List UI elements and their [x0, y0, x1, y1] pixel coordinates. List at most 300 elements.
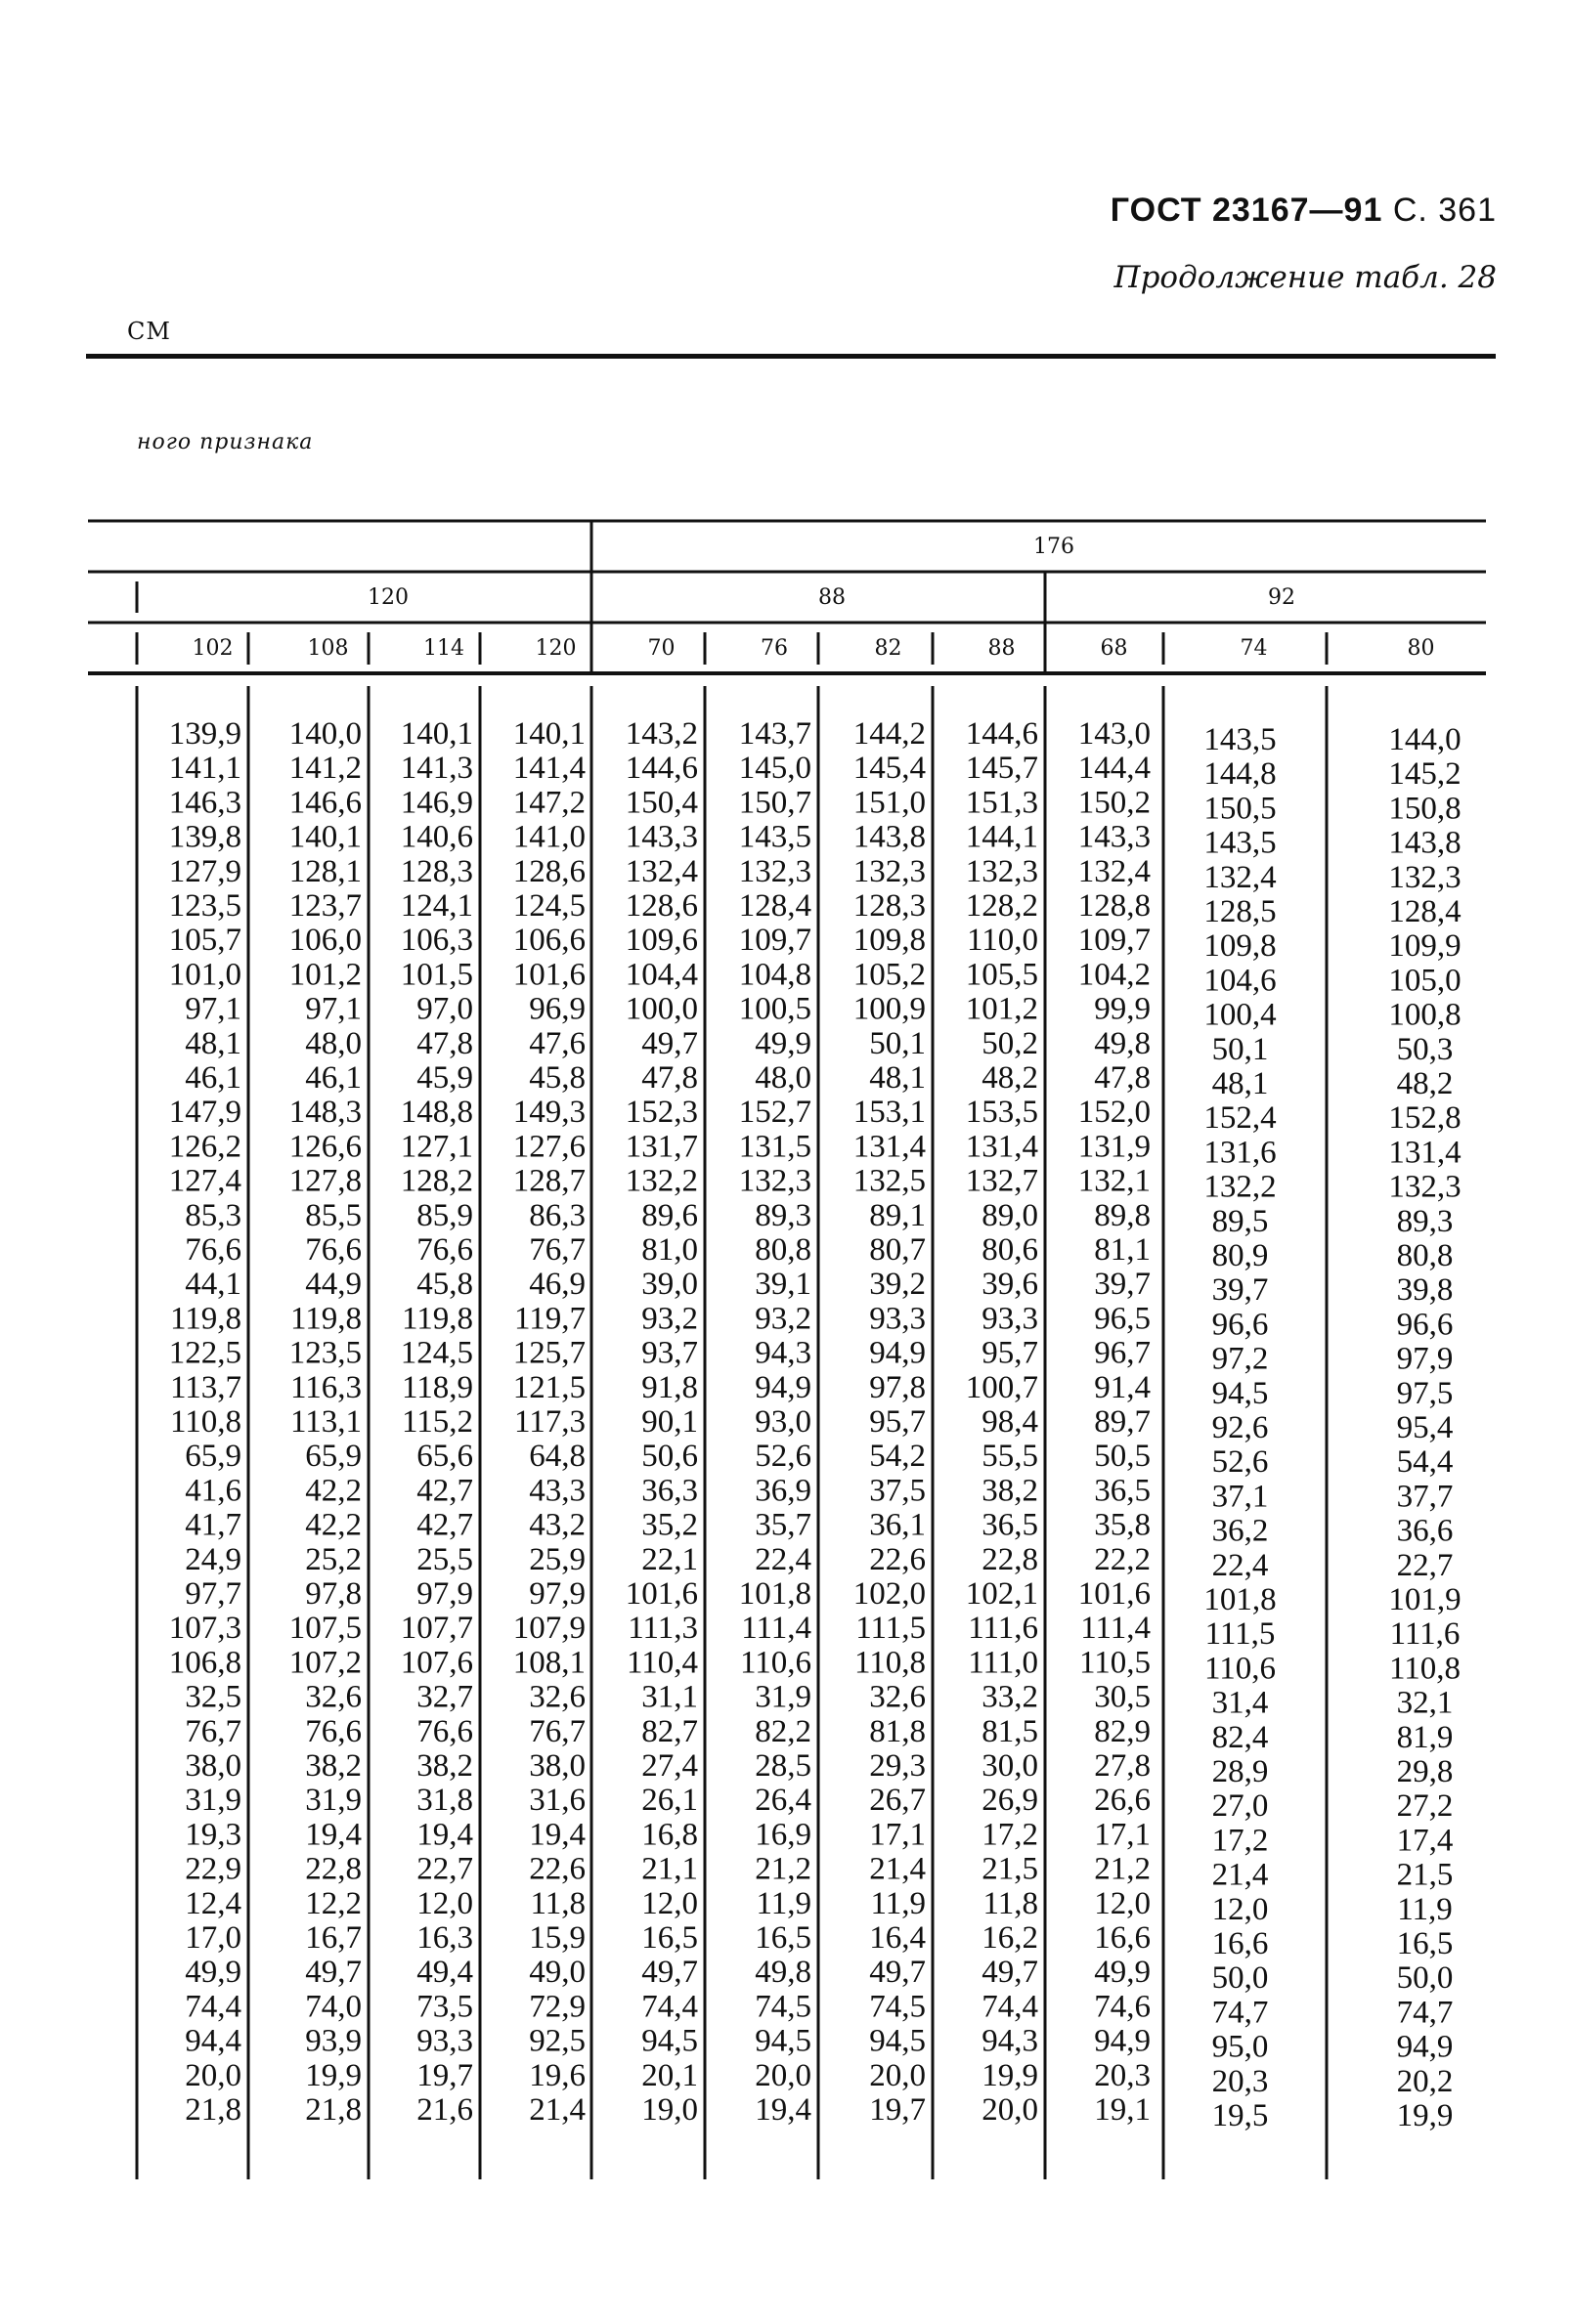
table-cell: 132,7 — [965, 1163, 1038, 1199]
table-cell: 89,7 — [1094, 1404, 1151, 1440]
table-cell: 94,5 — [1211, 1375, 1269, 1411]
table-cell: 52,6 — [755, 1439, 811, 1475]
table-cell: 20,3 — [1094, 2057, 1151, 2093]
table-cell: 89,5 — [1211, 1203, 1269, 1239]
table-cell: 16,5 — [755, 1920, 811, 1956]
table-cell: 117,3 — [513, 1404, 586, 1440]
table-cell: 81,1 — [1094, 1232, 1151, 1268]
table-cell: 26,6 — [1094, 1783, 1151, 1819]
table-cell: 126,2 — [168, 1129, 241, 1165]
table-cell: 46,1 — [305, 1060, 362, 1096]
table-cell: 101,8 — [1203, 1582, 1277, 1617]
table-cell: 144,6 — [625, 751, 698, 787]
table-cell: 49,7 — [641, 1955, 698, 1991]
table-cell: 74,4 — [641, 1989, 698, 2025]
table-cell: 50,1 — [869, 1025, 926, 1061]
table-cell: 94,5 — [755, 2023, 811, 2059]
table-cell: 128,4 — [738, 888, 811, 924]
column-header: 74 — [1240, 636, 1268, 661]
table-cell: 125,7 — [512, 1335, 586, 1371]
table-cell: 96,6 — [1396, 1307, 1454, 1343]
table-cell: 17,2 — [1211, 1823, 1269, 1859]
table-cell: 127,8 — [288, 1163, 362, 1199]
table-cell: 119,7 — [513, 1301, 586, 1337]
table-cell: 33,2 — [982, 1679, 1038, 1715]
table-cell: 131,7 — [625, 1129, 698, 1165]
table-cell: 41,7 — [185, 1507, 241, 1543]
table-cell: 29,8 — [1396, 1754, 1454, 1789]
table-cell: 44,1 — [185, 1267, 241, 1303]
table-cell: 104,6 — [1203, 963, 1277, 999]
table-cell: 106,0 — [288, 923, 362, 959]
table-cell: 36,5 — [1094, 1473, 1151, 1509]
table-cell: 26,1 — [641, 1783, 698, 1819]
table-cell: 132,4 — [1203, 859, 1277, 895]
table-cell: 50,2 — [982, 1025, 1038, 1061]
table-cell: 139,9 — [168, 716, 241, 752]
table-cell: 105,0 — [1388, 963, 1462, 999]
table-cell: 89,3 — [1396, 1203, 1454, 1239]
table-cell: 50,0 — [1211, 1960, 1269, 1997]
table-cell: 95,0 — [1211, 2029, 1269, 2065]
table-cell: 11,9 — [756, 1885, 811, 1921]
table-cell: 144,8 — [1203, 756, 1277, 793]
table-cell: 25,2 — [305, 1541, 362, 1577]
table-cell: 25,5 — [416, 1541, 473, 1577]
table-cell: 20,0 — [185, 2057, 241, 2093]
table-cell: 152,8 — [1388, 1100, 1462, 1137]
table-cell: 25,9 — [529, 1541, 586, 1577]
table-cell: 94,9 — [869, 1335, 926, 1371]
table-cell: 50,6 — [641, 1439, 698, 1475]
table-cell: 38,2 — [305, 1748, 362, 1784]
table-cell: 54,4 — [1396, 1444, 1454, 1481]
table-cell: 101,8 — [738, 1576, 811, 1612]
table-cell: 26,9 — [982, 1783, 1038, 1819]
table-cell: 93,3 — [416, 2023, 473, 2059]
table-cell: 144,4 — [1077, 751, 1151, 787]
table-cell: 72,9 — [529, 1989, 586, 2025]
table-cell: 105,7 — [168, 923, 241, 959]
table-cell: 21,2 — [755, 1851, 811, 1887]
table-cell: 109,7 — [1077, 923, 1151, 959]
table-cell: 109,6 — [625, 923, 698, 959]
table-cell: 101,2 — [965, 991, 1038, 1027]
table-cell: 16,5 — [1396, 1926, 1454, 1961]
table-cell: 106,6 — [512, 923, 586, 959]
table-cell: 28,9 — [1211, 1754, 1269, 1789]
table-cell: 20,0 — [869, 2057, 926, 2093]
table-cell: 91,4 — [1094, 1369, 1151, 1405]
table-cell: 145,7 — [965, 751, 1038, 787]
table-cell: 39,0 — [641, 1267, 698, 1303]
table-cell: 109,9 — [1388, 928, 1462, 965]
table-cell: 19,9 — [982, 2057, 1038, 2093]
table-continuation-label: Продолжение табл. 28 — [1113, 260, 1497, 295]
table-cell: 143,2 — [625, 716, 698, 752]
table-cell: 81,9 — [1396, 1719, 1454, 1755]
table-cell: 22,9 — [185, 1851, 241, 1887]
table-cell: 39,6 — [982, 1267, 1038, 1303]
table-cell: 96,5 — [1094, 1301, 1151, 1337]
table-cell: 12,0 — [416, 1885, 473, 1921]
table-cell: 144,6 — [965, 716, 1038, 752]
table-cell: 48,2 — [982, 1060, 1038, 1096]
table-cell: 20,0 — [982, 2092, 1038, 2128]
unit-label: СМ — [127, 318, 171, 345]
table-cell: 76,6 — [416, 1713, 473, 1749]
table-cell: 93,0 — [755, 1404, 811, 1440]
table-cell: 119,8 — [401, 1301, 473, 1337]
table-cell: 94,3 — [755, 1335, 811, 1371]
table-cell: 16,4 — [869, 1920, 926, 1956]
table-cell: 101,6 — [1077, 1576, 1151, 1612]
table-cell: 31,9 — [305, 1783, 362, 1819]
table-cell: 101,9 — [1388, 1582, 1462, 1617]
table-cell: 31,6 — [529, 1783, 586, 1819]
table-cell: 143,8 — [1388, 825, 1462, 861]
table-cell: 98,4 — [982, 1404, 1038, 1440]
table-cell: 16,5 — [641, 1920, 698, 1956]
table-cell: 50,0 — [1396, 1960, 1454, 1997]
table-cell: 101,6 — [512, 957, 586, 993]
table-cell: 80,9 — [1211, 1238, 1269, 1273]
table-cell: 152,3 — [625, 1095, 698, 1131]
table-cell: 89,8 — [1094, 1197, 1151, 1233]
table-cell: 111,4 — [1080, 1611, 1151, 1647]
table-cell: 89,3 — [755, 1197, 811, 1233]
table-cell: 128,3 — [400, 853, 473, 889]
table-cell: 127,4 — [168, 1163, 241, 1199]
table-cell: 55,5 — [982, 1439, 1038, 1475]
table-cell: 128,6 — [512, 853, 586, 889]
table-cell: 124,5 — [512, 888, 586, 924]
table-cell: 49,9 — [185, 1955, 241, 1991]
table-cell: 35,7 — [755, 1507, 811, 1543]
table-cell: 16,6 — [1094, 1920, 1151, 1956]
table-cell: 31,1 — [641, 1679, 698, 1715]
table-cell: 22,8 — [305, 1851, 362, 1887]
table-cell: 21,4 — [529, 2092, 586, 2128]
table-cell: 48,1 — [185, 1025, 241, 1061]
table-cell: 100,0 — [625, 991, 698, 1027]
table-cell: 96,6 — [1211, 1307, 1269, 1343]
table-cell: 113,7 — [169, 1369, 241, 1405]
table-cell: 43,3 — [529, 1473, 586, 1509]
table-cell: 21,5 — [982, 1851, 1038, 1887]
table-cell: 132,3 — [1388, 859, 1462, 895]
table-cell: 93,2 — [755, 1301, 811, 1337]
table-cell: 42,2 — [305, 1507, 362, 1543]
table-cell: 107,3 — [168, 1611, 241, 1647]
table-cell: 94,9 — [1094, 2023, 1151, 2059]
table-cell: 31,4 — [1211, 1685, 1269, 1721]
table-cell: 74,4 — [185, 1989, 241, 2025]
table-cell: 146,9 — [400, 785, 473, 821]
table-cell: 94,9 — [755, 1369, 811, 1405]
table-cell: 93,3 — [982, 1301, 1038, 1337]
table-cell: 100,9 — [852, 991, 926, 1027]
table-cell: 42,7 — [416, 1473, 473, 1509]
table-cell: 132,3 — [1388, 1169, 1462, 1205]
table-cell: 97,5 — [1396, 1375, 1454, 1411]
table-cell: 11,8 — [982, 1885, 1038, 1921]
table-cell: 111,3 — [628, 1611, 698, 1647]
table-cell: 132,3 — [738, 853, 811, 889]
table-cell: 99,9 — [1094, 991, 1151, 1027]
table-cell: 97,9 — [416, 1576, 473, 1612]
table-cell: 128,6 — [625, 888, 698, 924]
table-cell: 48,0 — [305, 1025, 362, 1061]
table-cell: 15,9 — [529, 1920, 586, 1956]
column-header: 70 — [647, 636, 676, 661]
table-cell: 111,5 — [855, 1611, 926, 1647]
table-cell: 145,4 — [852, 751, 926, 787]
table-cell: 45,9 — [416, 1060, 473, 1096]
table-cell: 22,4 — [1211, 1547, 1269, 1583]
table-cell: 141,2 — [288, 751, 362, 787]
table-cell: 131,4 — [1388, 1135, 1462, 1171]
table-cell: 45,8 — [416, 1267, 473, 1303]
table-cell: 107,2 — [288, 1645, 362, 1681]
page-number: С. 361 — [1392, 192, 1497, 229]
table-cell: 76,6 — [416, 1232, 473, 1268]
table-cell: 21,8 — [185, 2092, 241, 2128]
table-cell: 97,1 — [305, 991, 362, 1027]
table-cell: 46,9 — [529, 1267, 586, 1303]
table-cell: 143,3 — [625, 819, 698, 855]
table-cell: 19,3 — [185, 1817, 241, 1853]
table-cell: 17,1 — [869, 1817, 926, 1853]
table-cell: 30,0 — [982, 1748, 1038, 1784]
table-cell: 110,8 — [1388, 1651, 1462, 1687]
table-cell: 19,4 — [305, 1817, 362, 1853]
table-cell: 131,4 — [965, 1129, 1038, 1165]
table-cell: 121,5 — [512, 1369, 586, 1405]
table-cell: 95,7 — [982, 1335, 1038, 1371]
table-cell: 94,3 — [982, 2023, 1038, 2059]
table-cell: 16,8 — [641, 1817, 698, 1853]
table-cell: 115,2 — [401, 1404, 473, 1440]
table-cell: 128,3 — [852, 888, 926, 924]
table-cell: 49,7 — [982, 1955, 1038, 1991]
table-cell: 152,0 — [1077, 1095, 1151, 1131]
table-cell: 17,2 — [982, 1817, 1038, 1853]
header-group-88: 88 — [818, 585, 846, 610]
table-cell: 127,1 — [400, 1129, 473, 1165]
table-cell: 110,6 — [739, 1645, 811, 1681]
table-cell: 65,9 — [185, 1439, 241, 1475]
table-cell: 54,2 — [869, 1439, 926, 1475]
table-cell: 131,6 — [1203, 1135, 1277, 1171]
column-header: 82 — [874, 636, 902, 661]
table-cell: 36,3 — [641, 1473, 698, 1509]
table-cell: 94,5 — [641, 2023, 698, 2059]
table-cell: 76,7 — [529, 1713, 586, 1749]
table-cell: 144,1 — [965, 819, 1038, 855]
table-cell: 28,5 — [755, 1748, 811, 1784]
table-cell: 81,0 — [641, 1232, 698, 1268]
table-cell: 128,5 — [1203, 894, 1277, 929]
table-cell: 19,6 — [529, 2057, 586, 2093]
table-cell: 140,0 — [288, 716, 362, 752]
table-cell: 148,3 — [288, 1095, 362, 1131]
table-cell: 32,6 — [529, 1679, 586, 1715]
table-cell: 132,3 — [965, 853, 1038, 889]
table-cell: 108,1 — [512, 1645, 586, 1681]
table-cell: 92,6 — [1211, 1410, 1269, 1445]
table-cell: 109,8 — [1203, 928, 1277, 965]
table-cell: 64,8 — [529, 1439, 586, 1475]
table-cell: 116,3 — [289, 1369, 362, 1405]
table-cell: 139,8 — [168, 819, 241, 855]
table-cell: 80,8 — [755, 1232, 811, 1268]
table-cell: 143,5 — [1203, 825, 1277, 861]
table-cell: 74,4 — [982, 1989, 1038, 2025]
table-cell: 74,0 — [305, 1989, 362, 2025]
table-cell: 97,8 — [305, 1576, 362, 1612]
table-cell: 39,2 — [869, 1267, 926, 1303]
table-cell: 37,7 — [1396, 1479, 1454, 1515]
table-cell: 147,9 — [168, 1095, 241, 1131]
table-cell: 89,1 — [869, 1197, 926, 1233]
table-cell: 141,1 — [168, 751, 241, 787]
table-cell: 50,5 — [1094, 1439, 1151, 1475]
table-cell: 20,3 — [1211, 2063, 1269, 2099]
table-cell: 131,9 — [1077, 1129, 1151, 1165]
table-cell: 49,7 — [305, 1955, 362, 1991]
table-cell: 36,1 — [869, 1507, 926, 1543]
table-cell: 110,6 — [1203, 1651, 1277, 1687]
feature-caption: ного признака — [137, 430, 314, 454]
table-cell: 20,1 — [641, 2057, 698, 2093]
table-cell: 118,9 — [401, 1369, 473, 1405]
table-cell: 123,5 — [168, 888, 241, 924]
table-cell: 20,0 — [755, 2057, 811, 2093]
table-cell: 74,7 — [1396, 1995, 1454, 2031]
table-cell: 36,2 — [1211, 1513, 1269, 1549]
table-cell: 74,5 — [755, 1989, 811, 2025]
table-cell: 38,2 — [982, 1473, 1038, 1509]
table-cell: 126,6 — [288, 1129, 362, 1165]
table-cell: 12,4 — [185, 1885, 241, 1921]
table-cell: 39,7 — [1211, 1272, 1269, 1309]
table-cell: 38,0 — [529, 1748, 586, 1784]
table-cell: 152,7 — [738, 1095, 811, 1131]
table-cell: 35,8 — [1094, 1507, 1151, 1543]
table-cell: 93,2 — [641, 1301, 698, 1337]
table-cell: 97,1 — [185, 991, 241, 1027]
table-cell: 22,6 — [529, 1851, 586, 1887]
table-cell: 65,9 — [305, 1439, 362, 1475]
table-cell: 143,3 — [1077, 819, 1151, 855]
table-cell: 153,1 — [852, 1095, 926, 1131]
table-cell: 143,8 — [852, 819, 926, 855]
table-cell: 31,8 — [416, 1783, 473, 1819]
table-cell: 113,1 — [289, 1404, 362, 1440]
table-cell: 50,3 — [1396, 1031, 1454, 1067]
table-cell: 16,7 — [305, 1920, 362, 1956]
table-cell: 22,7 — [416, 1851, 473, 1887]
table-cell: 22,8 — [982, 1541, 1038, 1577]
table-cell: 131,4 — [852, 1129, 926, 1165]
table-cell: 65,6 — [416, 1439, 473, 1475]
table-cell: 49,9 — [1094, 1955, 1151, 1991]
table-cell: 94,4 — [185, 2023, 241, 2059]
table-cell: 123,7 — [288, 888, 362, 924]
table-cell: 11,8 — [530, 1885, 586, 1921]
table-cell: 110,5 — [1078, 1645, 1151, 1681]
table-cell: 76,6 — [185, 1232, 241, 1268]
table-cell: 42,7 — [416, 1507, 473, 1543]
table-cell: 81,8 — [869, 1713, 926, 1749]
table-cell: 82,7 — [641, 1713, 698, 1749]
table-cell: 85,5 — [305, 1197, 362, 1233]
table-cell: 143,5 — [738, 819, 811, 855]
table-cell: 131,5 — [738, 1129, 811, 1165]
table-cell: 132,2 — [1203, 1169, 1277, 1205]
table-cell: 49,4 — [416, 1955, 473, 1991]
table-cell: 151,3 — [965, 785, 1038, 821]
table-cell: 21,5 — [1396, 1857, 1454, 1893]
table-cell: 82,9 — [1094, 1713, 1151, 1749]
table-cell: 19,9 — [1396, 2098, 1454, 2133]
table-cell: 47,6 — [529, 1025, 586, 1061]
table-cell: 35,2 — [641, 1507, 698, 1543]
table-cell: 97,8 — [869, 1369, 926, 1405]
table-cell: 29,3 — [869, 1748, 926, 1784]
table-cell: 145,2 — [1388, 756, 1462, 793]
table-cell: 52,6 — [1211, 1444, 1269, 1481]
table-cell: 97,9 — [1396, 1341, 1454, 1377]
table-cell: 49,8 — [755, 1955, 811, 1991]
table-cell: 48,2 — [1396, 1066, 1454, 1101]
table-cell: 12,0 — [1211, 1891, 1269, 1927]
table-cell: 43,2 — [529, 1507, 586, 1543]
table-cell: 109,8 — [852, 923, 926, 959]
table-cell: 97,7 — [185, 1576, 241, 1612]
table-cell: 19,0 — [641, 2092, 698, 2128]
table-cell: 82,4 — [1211, 1719, 1269, 1755]
table-cell: 74,7 — [1211, 1995, 1269, 2031]
table-cell: 110,8 — [853, 1645, 926, 1681]
table-cell: 101,5 — [400, 957, 473, 993]
table-cell: 132,5 — [852, 1163, 926, 1199]
table-cell: 119,8 — [169, 1301, 241, 1337]
table-cell: 76,7 — [529, 1232, 586, 1268]
table-cell: 128,2 — [400, 1163, 473, 1199]
table-cell: 37,1 — [1211, 1479, 1269, 1515]
table-cell: 110,4 — [626, 1645, 698, 1681]
column-header: 80 — [1407, 636, 1435, 661]
table-cell: 132,4 — [1077, 853, 1151, 889]
table-cell: 150,4 — [625, 785, 698, 821]
table-cell: 80,7 — [869, 1232, 926, 1268]
table-cell: 128,7 — [512, 1163, 586, 1199]
table-cell: 144,0 — [1388, 722, 1462, 757]
table-cell: 31,9 — [755, 1679, 811, 1715]
table-cell: 73,5 — [416, 1989, 473, 2025]
table-cell: 95,7 — [869, 1404, 926, 1440]
table-cell: 50,1 — [1211, 1031, 1269, 1067]
table-cell: 101,6 — [625, 1576, 698, 1612]
table-cell: 143,7 — [738, 716, 811, 752]
table-cell: 141,4 — [512, 751, 586, 787]
table-cell: 49,0 — [529, 1955, 586, 1991]
table-cell: 19,9 — [305, 2057, 362, 2093]
table-cell: 16,2 — [982, 1920, 1038, 1956]
table-cell: 152,4 — [1203, 1100, 1277, 1137]
